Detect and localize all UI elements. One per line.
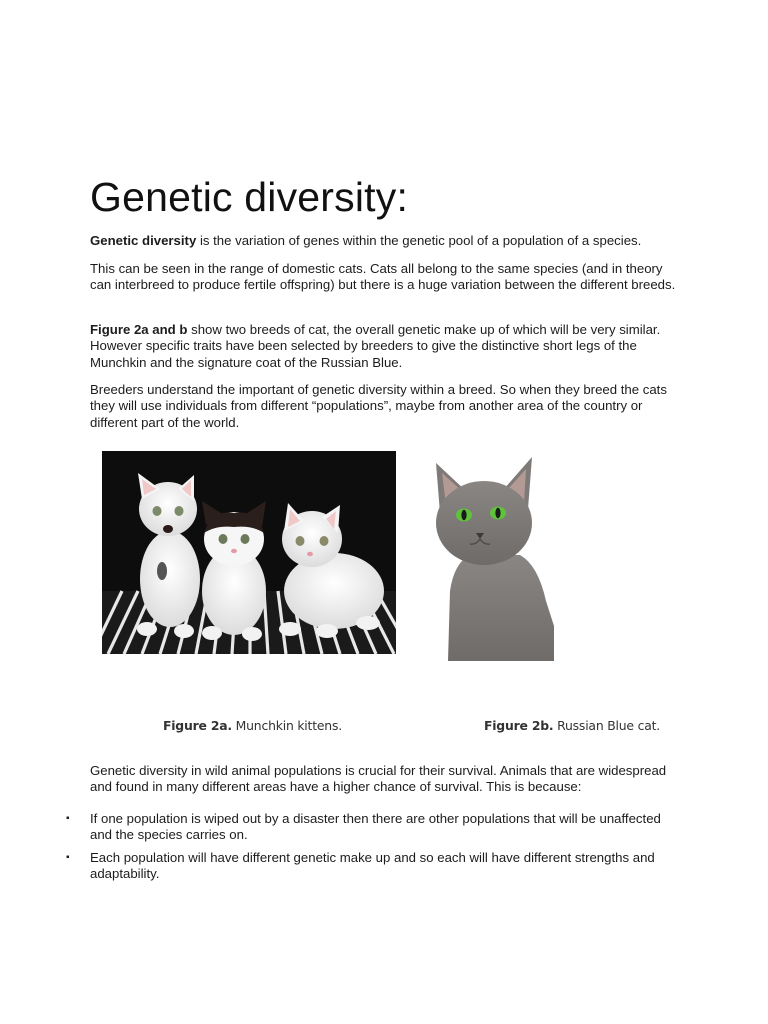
figure-2a-text: Munchkin kittens. <box>231 718 342 733</box>
page-title: Genetic diversity: <box>90 174 409 220</box>
figure-2b-caption <box>484 718 660 733</box>
wild-populations-paragraph: Genetic diversity in wild animal populations is crucial for their survival. Animals that are widespread and found in many different areas have a higher chance of survival. This is because: <box>90 763 667 795</box>
breeders-paragraph: Breeders understand the important of genetic diversity within a breed. So when they breed the cats they will use individuals from different “populations”, maybe from another area of the country or different part of the world. <box>90 382 667 430</box>
figure-reference-paragraph <box>90 322 680 371</box>
bullet-marker: ▪ <box>66 851 70 863</box>
list-item <box>66 811 686 844</box>
figure-2a-label: Figure 2a. <box>163 718 232 733</box>
figure-2b-label: Figure 2b. <box>484 718 554 733</box>
russian-blue-cat-image <box>420 451 554 661</box>
figure-reference-text: show two breeds of cat, the overall genetic make up of which will be very similar. However specific traits have been selected by breeders to give the distinctive short legs of the Munchkin and the signature coat of the Russian Blue. <box>90 322 661 370</box>
figure-2b-text: Russian Blue cat. <box>553 718 660 733</box>
survival-reasons-list <box>66 811 686 889</box>
figure-reference-term: Figure 2a and b <box>90 322 188 337</box>
figure-2a-caption <box>163 718 342 733</box>
definition-paragraph <box>90 233 680 249</box>
russian-blue-cat-photo <box>420 451 554 661</box>
bullet-marker: ▪ <box>66 813 70 824</box>
domestic-cats-paragraph: This can be seen in the range of domestic cats. Cats all belong to the same species (and in theory can interbreed to produce fertile offspring) but there is a huge variation between the different breeds. <box>90 261 676 293</box>
munchkin-kittens-photo <box>102 451 396 654</box>
list-item-text: Each population will have different genetic make up and so each will have different strengths and adaptability. <box>90 849 655 882</box>
list-item-text: If one population is wiped out by a disaster then there are other populations that will be unaffected and the species carries on. <box>90 811 661 843</box>
black-white-kitten <box>202 501 266 641</box>
definition-term: Genetic diversity <box>90 233 197 248</box>
list-item <box>66 850 686 883</box>
munchkin-kittens-image <box>102 451 396 654</box>
definition-text: is the variation of genes within the genetic pool of a population of a species. <box>196 233 642 248</box>
